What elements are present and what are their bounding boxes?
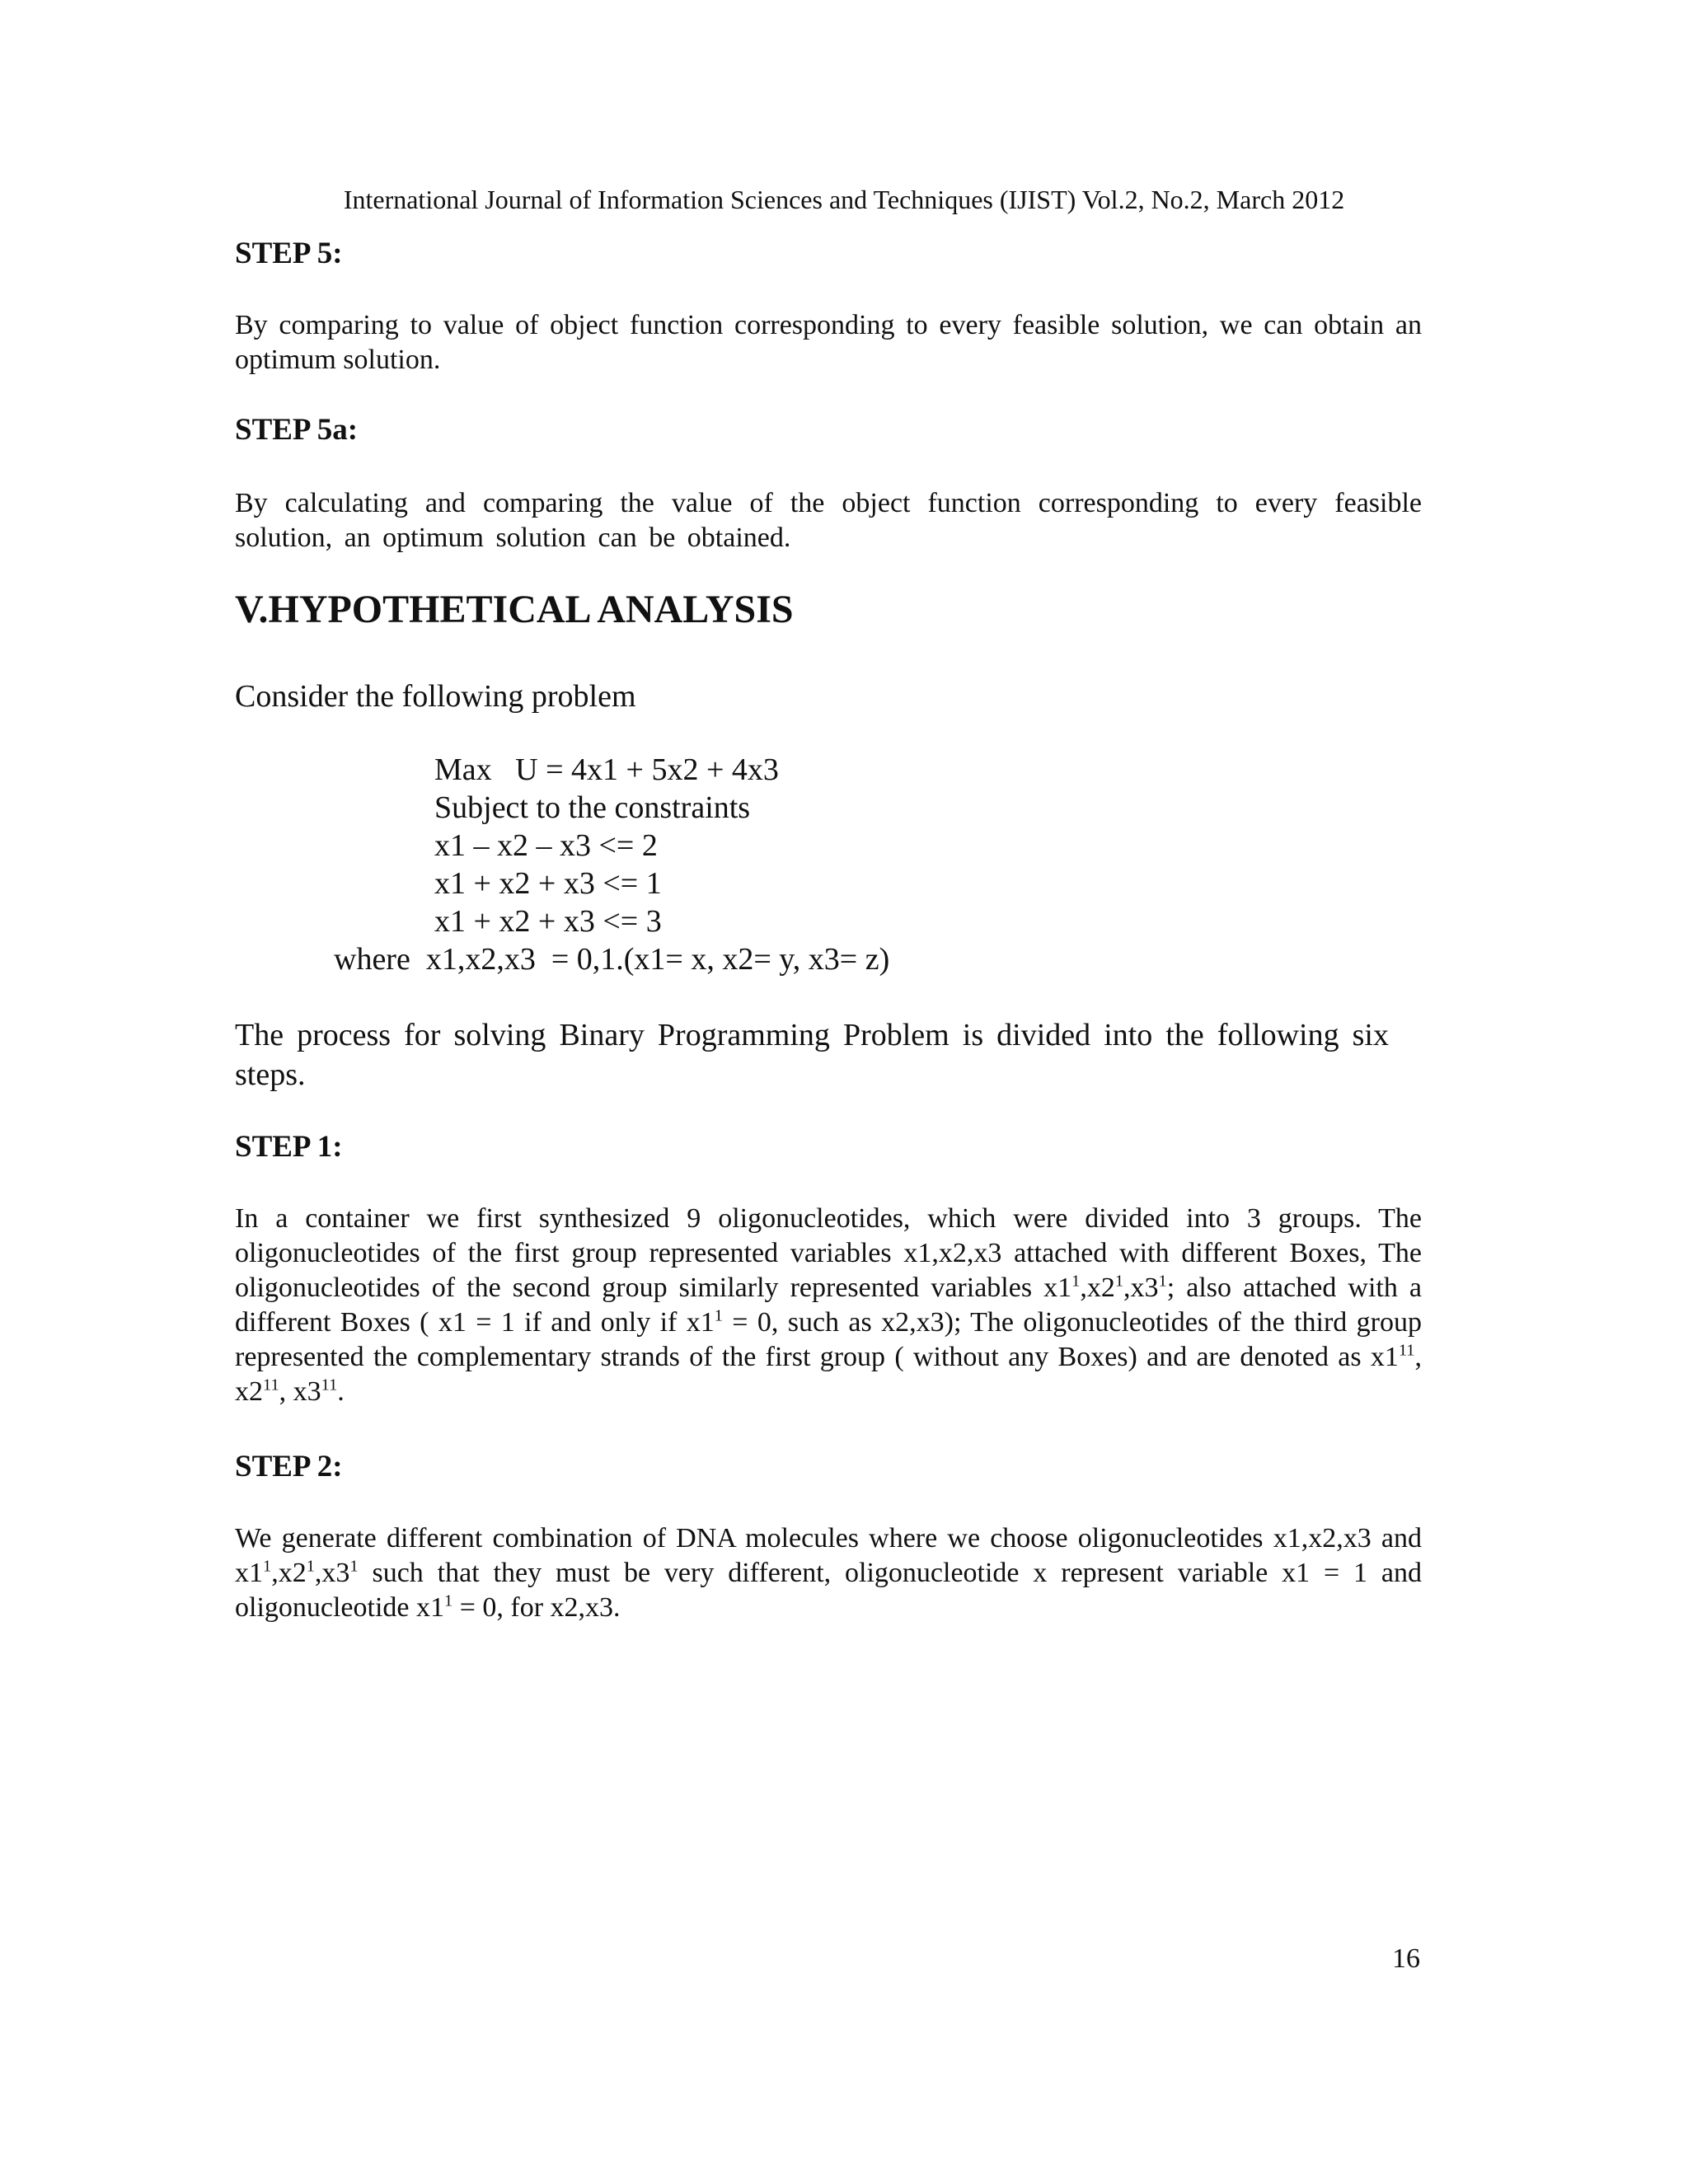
page-number: 16 xyxy=(1392,1943,1420,1974)
step1-paragraph: In a container we first synthesized 9 oligonucleotides, which were divided into 3 groups. The oligonucleotides of the first group represented variables x1,x2,x3 attached with different Boxes, The oligonucleotides of the second group similarly represented variables $x1^1,x2^1,x3^1$; also attached with a different Boxes ( x1 = 1 if and only if $x1^1 = 0$, such as x2,x3); The oligonucleotides of the third group represented the complementary strands of the first group ( without any Boxes) and are denoted as $x1^{11}$, $x2^{11}$, $x3^{11}$. xyxy=(235,1203,1423,1407)
constraint-2: x1 + x2 + x3 <= 1 xyxy=(434,866,662,901)
constraint-3: x1 + x2 + x3 <= 3 xyxy=(434,904,662,939)
problem-intro: Consider the following problem xyxy=(235,679,636,714)
step1-heading: STEP 1: xyxy=(235,1130,343,1164)
objective-function: Max U = 4x1 + 5x2 + 4x3 xyxy=(434,752,779,787)
constraint-1: x1 – x2 – x3 <= 2 xyxy=(434,828,658,863)
step2-paragraph: We generate different combination of DNA molecules where we choose oligonucleotides x1,x2,x3 and $x1^1,x2^1,x3^1$ such that they must be very different, oligonucleotide x represent variable x1 = 1 and oligonucleotide $x1^1 = 0$, for x2,x3. xyxy=(235,1523,1422,1623)
step5-heading: STEP 5: xyxy=(235,237,343,270)
constraints-label: Subject to the constraints xyxy=(434,790,751,825)
step2-heading: STEP 2: xyxy=(235,1450,343,1483)
section-heading: V.HYPOTHETICAL ANALYSIS xyxy=(235,588,794,631)
process-paragraph: The process for solving Binary Programming Problem is divided into the following six steps. xyxy=(235,1018,1389,1092)
step5a-heading: STEP 5a: xyxy=(235,413,359,447)
variable-domain: where x1,x2,x3 = 0,1.(x1= x, x2= y, x3= z) xyxy=(334,942,890,977)
journal-header: International Journal of Information Sciences and Techniques (IJIST) Vol.2, No.2, March 2012 xyxy=(343,185,1345,214)
step5-paragraph: By comparing to value of object function corresponding to every feasible solution, we can obtain an optimum solution. xyxy=(235,310,1422,375)
step5a-paragraph: By calculating and comparing the value of the object function corresponding to every feasible solution, an optimum solution can be obtained. xyxy=(235,488,1422,553)
problem-statement xyxy=(434,751,779,940)
